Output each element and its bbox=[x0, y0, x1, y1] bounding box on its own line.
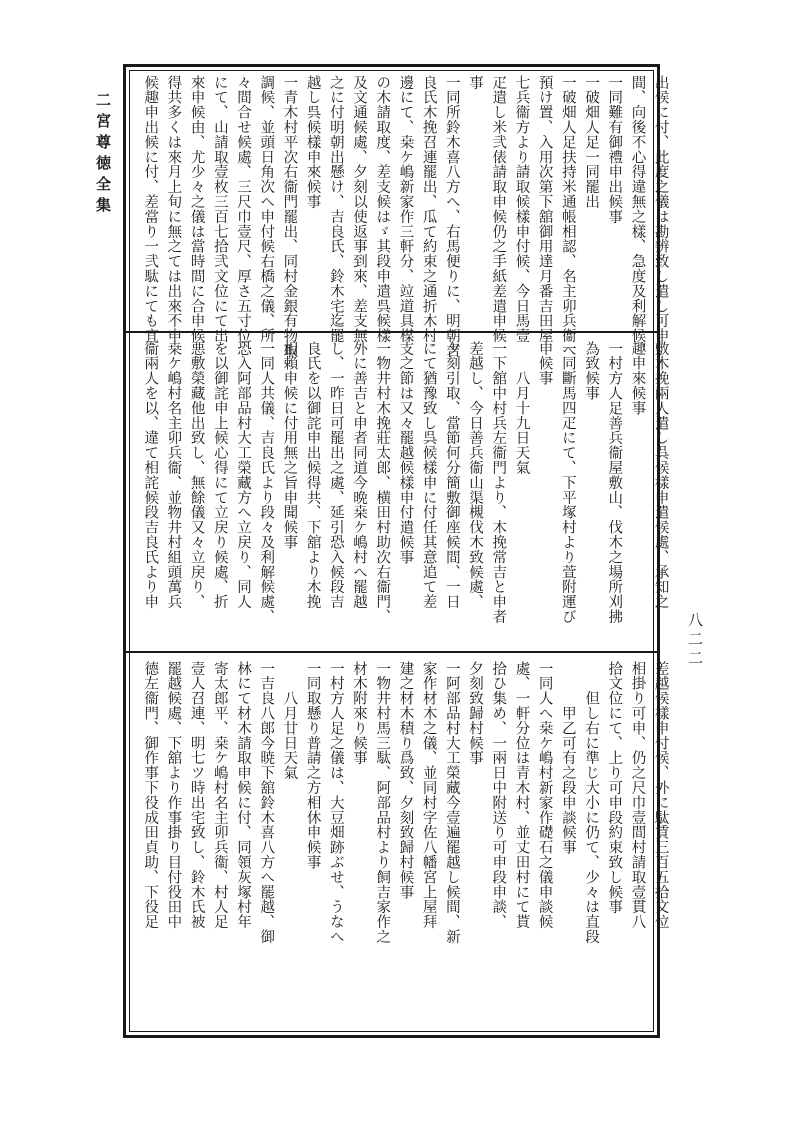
text-line: 之に付明朝出懸け、吉良氏、鈴木宅迄罷 bbox=[327, 75, 344, 344]
text-line: 建之材木積り爲致、夕刻致歸村候事 bbox=[397, 661, 414, 900]
text-line: 罷越候處、下舘より作事掛り目付役田中 bbox=[165, 661, 182, 930]
text-line: 林にて材木請取申候に付、同領灰塚村年 bbox=[235, 661, 252, 930]
text-line: 出候に付、此度之儀は勘辨致し遣し可申 bbox=[652, 75, 669, 344]
text-line: 一同斷馬四疋にて、下平塚村より萱附運び bbox=[559, 341, 576, 625]
text-line: 來申候由、尤少々之儀は當時間に合申候 bbox=[188, 75, 205, 344]
text-line: 德左衞門、御作事下役成田貞助、下役足 bbox=[142, 661, 159, 930]
text-line: 一物井村木挽莊太郎、横田村助次右衞門、 bbox=[374, 341, 391, 625]
text-line: 支之節は又々罷越候樣申付遣候事 bbox=[397, 341, 414, 565]
text-line: 良氏を以御詫申出候得共、下舘より木挽 bbox=[304, 341, 321, 610]
text-line: にて、山請取壹枚三百七拾弐文位にて出 bbox=[211, 75, 228, 344]
text-line: 差越候樣申付候、外に駄賃三百五拾文位 bbox=[652, 661, 669, 930]
text-line: 拾文位にて、上り可申段約束致し候事 bbox=[606, 661, 623, 915]
text-line: 但し右に準じ大小に仍て、少々は直段 bbox=[583, 661, 600, 945]
text-line: 一物井村馬三駄、阿部品村より飼吉家作之 bbox=[374, 661, 391, 945]
text-line: 申候事 bbox=[536, 341, 553, 386]
text-line: 一同人へ桒ケ嶋村新家作礎石之儀申談候 bbox=[536, 661, 553, 930]
text-line: 調候、並頭日角次へ申付候右橋之儀、所 bbox=[258, 75, 275, 344]
text-line: 拾ひ集め、一兩日中附送り可申段申談、 bbox=[490, 661, 507, 930]
text-line: 寄太郎平、桒ケ嶋村名主卯兵衞、村人足 bbox=[211, 661, 228, 930]
text-line: 一同人共儀、吉良氏より段々及利解候處、 bbox=[258, 341, 275, 625]
text-line: 八月十九日天氣 bbox=[513, 341, 530, 476]
text-line: 事 bbox=[467, 75, 484, 90]
text-line: 七兵衞方より請取候樣申付候、今日馬壹 bbox=[513, 75, 530, 344]
text-band-top bbox=[126, 67, 669, 359]
text-line: 趣申來候事 bbox=[629, 341, 646, 416]
text-line: 敷木挽兩人遣し呉候樣申遣候處、承知之 bbox=[652, 341, 669, 610]
text-line: 相賴申候に付用無之旨申聞候事 bbox=[281, 341, 298, 550]
text-line: 家作材木之儀、並同村字佐八幡宮上屋拜 bbox=[420, 661, 437, 930]
text-line: 及文通候處、夕刻以使返事到來、差支無 bbox=[351, 75, 368, 344]
text-line: 衞兩人を以、違て相詫候段吉良氏より申 bbox=[142, 341, 159, 610]
text-line: 一吉良八郎今暁下舘鈴木喜八方へ罷越、御 bbox=[258, 661, 275, 945]
text-line: 一阿部品村大工榮藏今壹遍罷越し候間、新 bbox=[443, 661, 460, 945]
text-line: 處、一軒分位は青木村、並丈田村にて貰 bbox=[513, 661, 530, 930]
text-line: 桒ケ嶋村名主卯兵衞、並物井村組頭萬兵 bbox=[165, 341, 182, 610]
text-line: にて猶豫致し呉候樣申に付任其意追て差 bbox=[420, 341, 437, 610]
text-line: 相掛り可申、仍之尺巾壹間村請取壹貫八 bbox=[629, 661, 646, 930]
text-line: 候趣申出候に付、差當り一弐駄にても宜 bbox=[142, 75, 159, 344]
text-line: 夕刻引取、當節何分簡敷御座候間、一日 bbox=[443, 341, 460, 610]
text-line: 一青木村平次右衞門罷出、同村金銀有物取 bbox=[281, 75, 298, 359]
text-line: 一村方人足善兵衞屋敷山、伐木之場所刈拂 bbox=[606, 341, 623, 625]
page-frame bbox=[123, 64, 669, 1038]
text-line: 差越し、今日善兵衞山渠槻伐木致候處、 bbox=[467, 341, 484, 610]
text-line: 良氏木挽召連罷出、瓜て約束之通折木村 bbox=[420, 75, 437, 344]
text-line: 一同難有御禮申出候事 bbox=[606, 75, 623, 224]
text-line: 一下舘中村兵左衞門より、木挽常吉と申者 bbox=[490, 341, 507, 625]
text-line: 悪敷榮藏他出致し、無餘儀又々立戻り、 bbox=[188, 341, 205, 610]
vertical-text-column-group bbox=[138, 75, 672, 359]
vertical-text-column-group bbox=[138, 341, 672, 647]
text-line: 一破畑人足一同罷出 bbox=[583, 75, 600, 210]
text-line: 甲乙可有之段申談候事 bbox=[559, 661, 576, 855]
running-header: 二宮尊徳全集 bbox=[94, 92, 112, 218]
text-band-bottom bbox=[126, 651, 669, 1035]
text-line: 八月廿日天氣 bbox=[281, 661, 298, 781]
page-number: 八二二 bbox=[686, 612, 704, 669]
text-line: し、一昨日可罷出之處、延引恐入候段吉 bbox=[327, 341, 344, 610]
text-line: 夕刻致歸村候事 bbox=[467, 661, 484, 766]
text-line: 一同取懸り普請之方相休申候事 bbox=[304, 661, 321, 870]
text-line: 一破畑人足扶持米通帳相認、名主卯兵衞へ bbox=[559, 75, 576, 359]
text-line: 壹人召連、明七ツ時出宅致し、鈴木氏被 bbox=[188, 661, 205, 930]
text-line: 一同所鈴木喜八方へ、右馬便りに、明朝吉 bbox=[443, 75, 460, 359]
text-line: 外に善吉と申者同道今晩桒ケ嶋村へ罷越 bbox=[351, 341, 368, 610]
text-line: 一村方人足之儀は、大豆畑跡ぶせ、うなへ bbox=[327, 661, 344, 945]
text-line: 疋遣し米弐俵請取申候仍之手紙差遣申候 bbox=[490, 75, 507, 344]
text-line: 々間合せ候處、三尺巾壹尺、厚さ五寸位 bbox=[235, 75, 252, 344]
text-band-middle bbox=[126, 331, 669, 651]
text-line: 材木附來り候事 bbox=[351, 661, 368, 766]
text-line: の木請取度、差支候はゞ其段申遣呉候樣 bbox=[374, 75, 391, 344]
text-line: 得共多くは來月上旬に無之ては出來不申 bbox=[165, 75, 182, 344]
text-line: 邊にて、桒ケ嶋新家作三軒分、竝道具楳 bbox=[397, 75, 414, 344]
text-line: を以御詫申上候心得にて立戻り候處、折 bbox=[211, 341, 228, 610]
vertical-text-column-group bbox=[138, 661, 672, 1031]
text-line: 越し呉候樣申來候事 bbox=[304, 75, 321, 210]
text-line: 間、向後不心得違無之樣、急度及利解候、 bbox=[629, 75, 646, 359]
text-line: 為致候事 bbox=[583, 341, 600, 401]
text-line: 恐入阿部品村大工榮藏方へ立戻り、同人 bbox=[235, 341, 252, 610]
text-line: 預け置、入用次第下舘御用達月番吉田屋 bbox=[536, 75, 553, 344]
